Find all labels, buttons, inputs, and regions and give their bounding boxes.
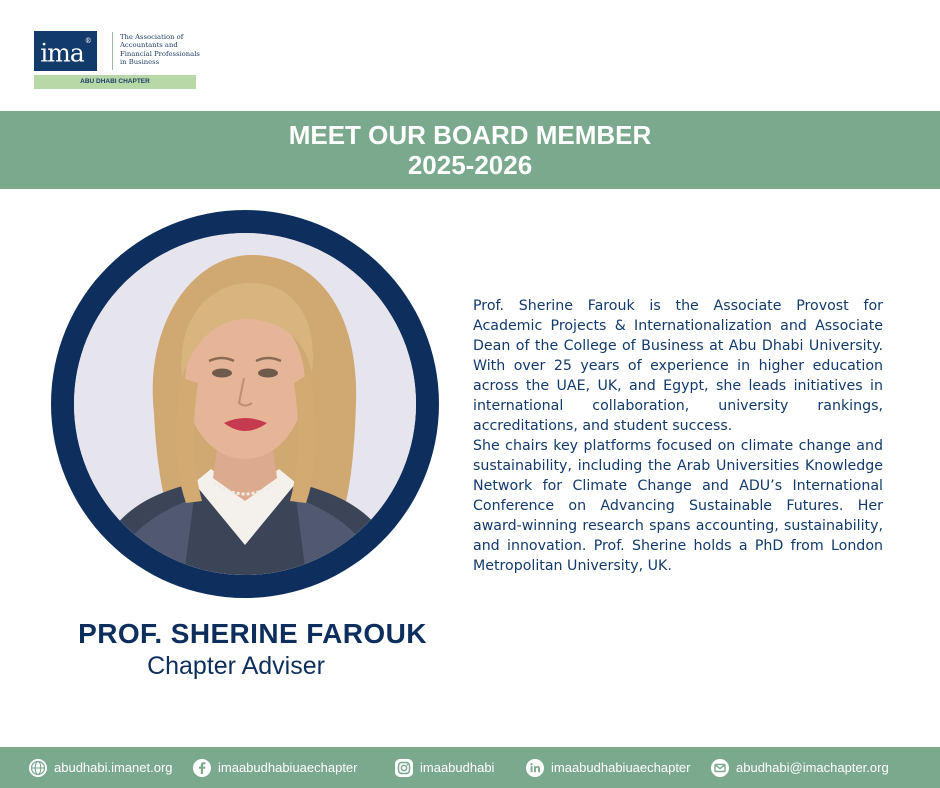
member-name: PROF. SHERINE FAROUK: [78, 618, 427, 649]
member-portrait-illustration: [74, 233, 416, 575]
ima-logo: [34, 31, 200, 89]
linkedin-icon: [525, 758, 545, 778]
member-role: Chapter Adviser: [147, 652, 325, 680]
portrait-ring: [51, 210, 439, 598]
logo-divider: [112, 32, 113, 70]
logo-chapter-label: ABU DHABI CHAPTER: [34, 75, 196, 89]
footer-linkedin-text: imaabudhabiuaechapter: [551, 760, 691, 775]
footer-facebook-text: imaabudhabiuaechapter: [218, 760, 358, 775]
logo-org-name: The Association of Accountants and Financial Professionals in Business: [120, 33, 200, 67]
page-year: 2025-2026: [407, 150, 533, 180]
footer-facebook-link[interactable]: [192, 747, 358, 788]
footer-website-text: abudhabi.imanet.org: [54, 760, 173, 775]
footer-email-link[interactable]: [710, 747, 889, 788]
facebook-icon: [192, 758, 212, 778]
footer-contact-bar: [0, 747, 940, 788]
page-title: MEET OUR BOARD MEMBER: [288, 120, 652, 150]
header-band: [0, 111, 940, 189]
bio-paragraph: Prof. Sherine Farouk is the Associate Provost for Academic Projects & Internationalization and Associate Dean of the College of Business at Abu Dhabi University. With over 25 years of experience in higher education across the UAE, UK, and Egypt, she leads initiatives in international collaboration, university rankings, accreditations, and student success.: [473, 298, 883, 434]
footer-instagram-text: imaabudhabi: [420, 760, 495, 775]
member-photo: [74, 233, 416, 575]
bio-paragraph: She chairs key platforms focused on climate change and sustainability, including the Arab Universities Knowledge Network for Climate Change and ADU’s International Conference on Advancing Sustainable Futures. Her award-winning research spans accounting, sustainability, and innovation. Prof. Sherine holds a PhD from London Metropolitan University, UK.: [473, 438, 883, 574]
footer-instagram-link[interactable]: [394, 747, 494, 788]
footer-linkedin-link[interactable]: [525, 747, 691, 788]
ima-logo-mark: ima®: [34, 31, 97, 71]
instagram-icon: [394, 758, 414, 778]
envelope-icon: [710, 758, 730, 778]
footer-email-text: abudhabi@imachapter.org: [736, 760, 889, 775]
footer-website-link[interactable]: [28, 747, 173, 788]
globe-icon: [28, 758, 48, 778]
member-bio: [473, 296, 883, 576]
